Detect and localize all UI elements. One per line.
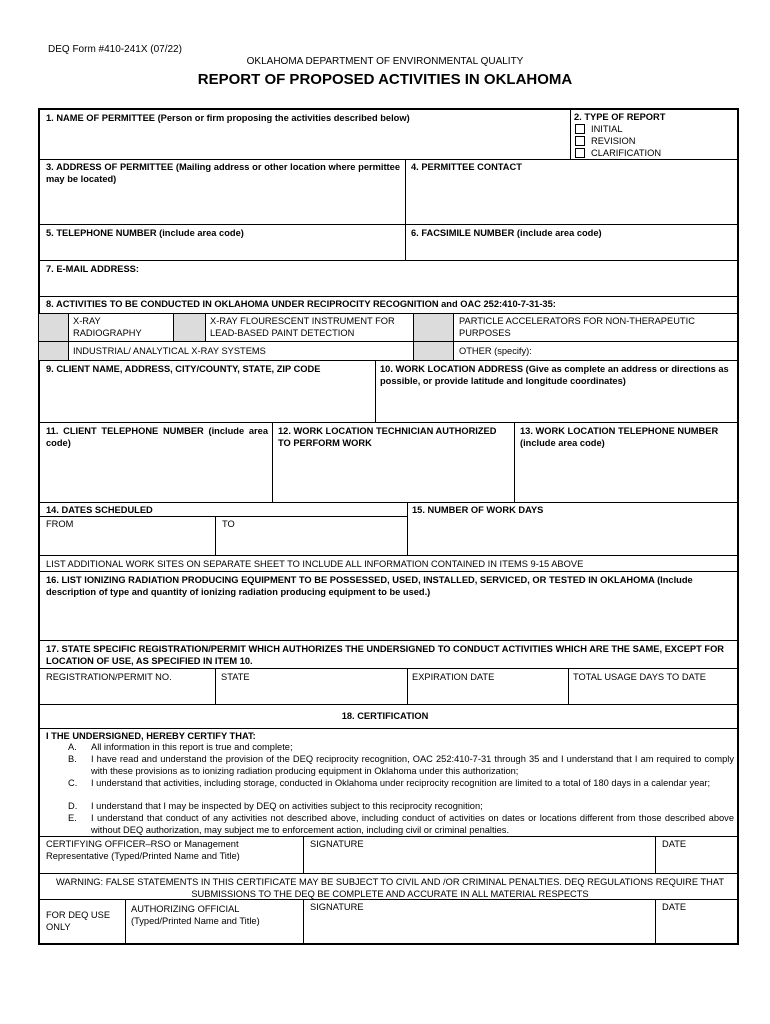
cert-letter-d: D. — [68, 801, 78, 811]
expiration-date-label: EXPIRATION DATE — [412, 672, 495, 682]
item-11-label: 11. CLIENT TELEPHONE NUMBER (include area code) — [46, 426, 268, 448]
item-8-label: 8. ACTIVITIES TO BE CONDUCTED IN OKLAHOMA UNDER RECIPROCITY RECOGNITION and OAC 252:410-7-31-35: — [46, 299, 556, 309]
cert-text-c: I understand that activities, including storage, conducted in Oklahoma under reciprocity recognition are limited to a total of 180 days in a calendar year; — [91, 778, 711, 788]
warning-text: WARNING: FALSE STATEMENTS IN THIS CERTIFICATE MAY BE SUBJECT TO CIVIL AND /OR CRIMINAL PENALTIES. DEQ REGULATIONS REQUIRE THAT SUBMISSIONS TO THE DEQ BE COMPLETE AND ACCURATE IN ALL MATERIAL RESPECTS — [55, 877, 725, 899]
item-7-label: 7. E-MAIL ADDRESS: — [46, 264, 139, 274]
form-title: REPORT OF PROPOSED ACTIVITIES IN OKLAHOMA — [197, 71, 573, 88]
clarification-checkbox[interactable] — [575, 148, 585, 158]
for-deq-use-only: FOR DEQ USE ONLY — [46, 910, 111, 932]
department-name: OKLAHOMA DEPARTMENT OF ENVIRONMENTAL QUALITY — [246, 56, 524, 67]
certification-heading: 18. CERTIFICATION — [341, 711, 429, 721]
date-label: DATE — [662, 839, 687, 849]
item-17-label: 17. STATE SPECIFIC REGISTRATION/PERMIT WHICH AUTHORIZES THE UNDERSIGNED TO CONDUCT ACTIVITIES WHICH ARE THE SAME, EXCEPT FOR LOCATION OF USE, AS SPECIFIED IN ITEM 10. — [46, 644, 725, 666]
cert-letter-c: C. — [68, 778, 78, 788]
revision-label: REVISION — [591, 136, 636, 146]
item-12-label: 12. WORK LOCATION TECHNICIAN AUTHORIZED TO PERFORM WORK — [278, 426, 497, 448]
other-specify-label: OTHER (specify): — [459, 346, 532, 356]
item-13-label: 13. WORK LOCATION TELEPHONE NUMBER (include area code) — [520, 426, 719, 448]
clarification-label: CLARIFICATION — [591, 148, 662, 158]
cert-text-d: I understand that I may be inspected by DEQ on activities subject to this reciprocity recognition; — [91, 801, 483, 811]
item-4-label: 4. PERMITTEE CONTACT — [411, 162, 522, 172]
item-1-label: 1. NAME OF PERMITTEE (Person or firm proposing the activities described below) — [46, 113, 410, 123]
additional-sites-note: LIST ADDITIONAL WORK SITES ON SEPARATE SHEET TO INCLUDE ALL INFORMATION CONTAINED IN ITEMS 9-15 ABOVE — [46, 559, 584, 569]
deq-signature-label: SIGNATURE — [310, 902, 364, 912]
from-label: FROM — [46, 519, 74, 529]
to-label: TO — [222, 519, 235, 529]
initial-label: INITIAL — [591, 124, 623, 134]
item-5-label: 5. TELEPHONE NUMBER (include area code) — [46, 228, 244, 238]
certify-intro: I THE UNDERSIGNED, HEREBY CERTIFY THAT: — [46, 731, 256, 741]
initial-checkbox[interactable] — [575, 124, 585, 134]
form-number: DEQ Form #410-241X (07/22) — [48, 44, 182, 55]
item-15-label: 15. NUMBER OF WORK DAYS — [412, 505, 544, 515]
item-2-label: 2. TYPE OF REPORT — [574, 112, 666, 122]
reg-permit-no-label: REGISTRATION/PERMIT NO. — [46, 672, 172, 682]
revision-checkbox[interactable] — [575, 136, 585, 146]
cert-text-a: All information in this report is true and complete; — [91, 742, 293, 752]
industrial-xray-label: INDUSTRIAL/ ANALYTICAL X-RAY SYSTEMS — [73, 346, 266, 356]
xray-radiography-label: X-RAY RADIOGRAPHY — [73, 316, 142, 338]
item-9-label: 9. CLIENT NAME, ADDRESS, CITY/COUNTY, STATE, ZIP CODE — [46, 364, 321, 374]
authorizing-official-label: AUTHORIZING OFFICIAL (Typed/Printed Name and Title) — [131, 904, 260, 926]
item-14-label: 14. DATES SCHEDULED — [46, 505, 153, 515]
cert-letter-b: B. — [68, 754, 77, 764]
certifying-officer-label: CERTIFYING OFFICER–RSO or Management Representative (Typed/Printed Name and Title) — [46, 839, 240, 861]
item-3-label: 3. ADDRESS OF PERMITTEE (Mailing address or other location where permittee may be located) — [46, 162, 400, 184]
xrf-instrument-label: X-RAY FLOURESCENT INSTRUMENT FOR LEAD-BASED PAINT DETECTION — [210, 316, 395, 338]
cert-letter-e: E. — [68, 813, 77, 823]
cert-text-b: I have read and understand the provision of the DEQ reciprocity recognition, OAC 252:410-7-31 through 35 and I understand that I am required to comply with these provisions as to ionizing radiation producing equipment in Oklahoma under this authorization; — [91, 754, 734, 776]
item-6-label: 6. FACSIMILE NUMBER (include area code) — [411, 228, 602, 238]
item-10-label: 10. WORK LOCATION ADDRESS (Give as complete an address or directions as possible, or provide latitude and longitude coordinates) — [380, 364, 729, 386]
deq-date-label: DATE — [662, 902, 687, 912]
cert-letter-a: A. — [68, 742, 77, 752]
particle-accelerators-label: PARTICLE ACCELERATORS FOR NON-THERAPEUTIC PURPOSES — [459, 316, 695, 338]
signature-label: SIGNATURE — [310, 839, 364, 849]
cert-text-e: I understand that conduct of any activities not described above, including conduct of activities on dates or locations different from those described above without DEQ authorization, may subject me to enforcement action, including civil or criminal penalties. — [91, 813, 734, 835]
total-usage-days-label: TOTAL USAGE DAYS TO DATE — [573, 672, 706, 682]
item-16-label: 16. LIST IONIZING RADIATION PRODUCING EQUIPMENT TO BE POSSESSED, USED, INSTALLED, SERVICED, OR TESTED IN OKLAHOMA (Include description of type and quantity of ionizing radiation producing equipment to be used.) — [46, 575, 693, 597]
state-label: STATE — [221, 672, 250, 682]
